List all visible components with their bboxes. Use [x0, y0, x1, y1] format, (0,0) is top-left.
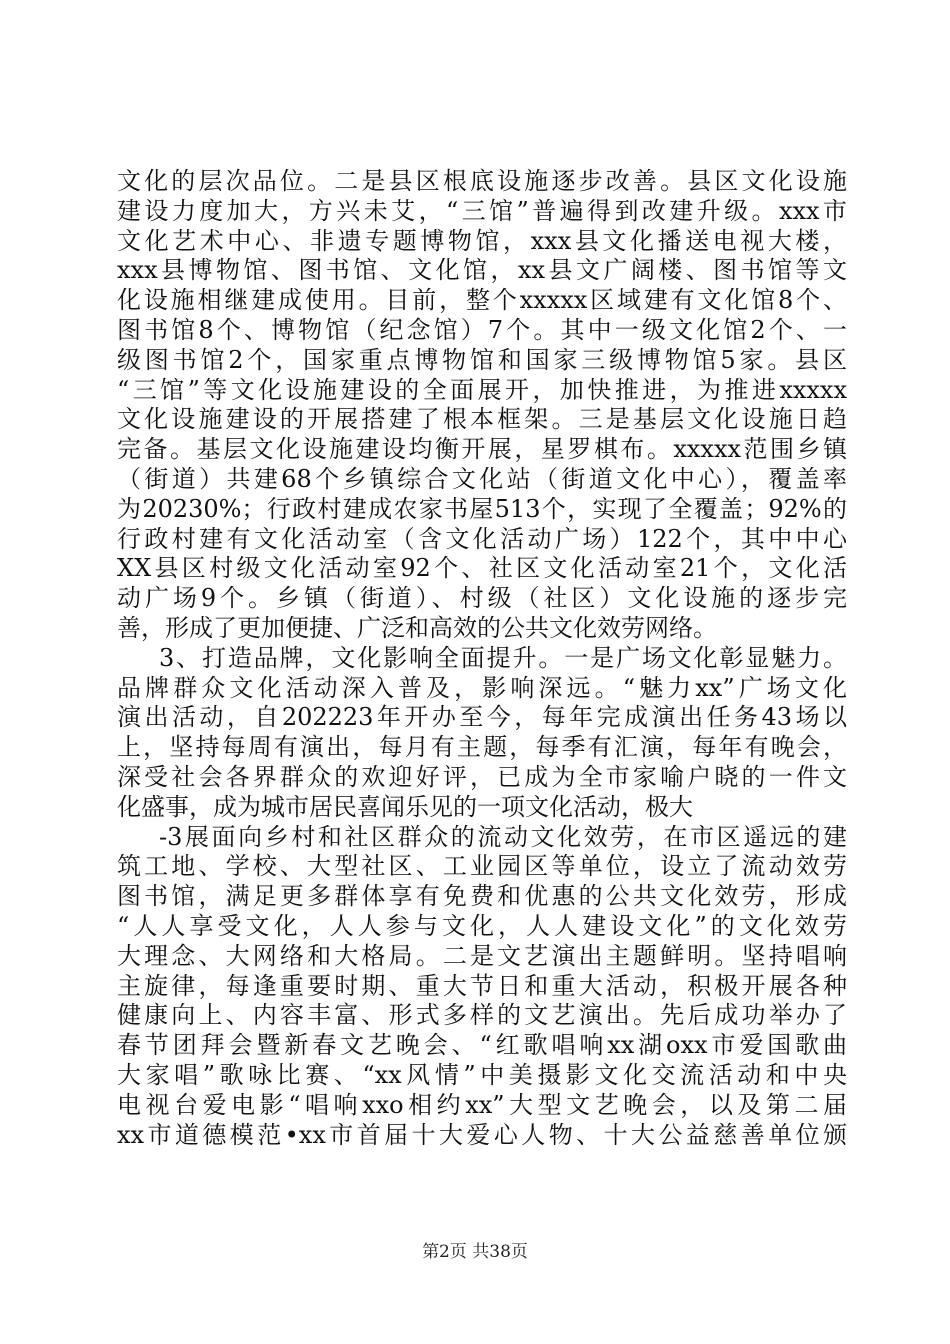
- text-line: 春节团拜会暨新春文艺晚会、“红歌唱响xx湖oxx市爱国歌曲: [117, 1031, 847, 1060]
- text-line: -3展面向乡村和社区群众的流动文化效劳，在市区遥远的建: [159, 822, 847, 851]
- text-line: 大理念、大网络和大格局。二是文艺演出主题鲜明。坚持唱响: [117, 941, 847, 970]
- text-line: 为20230%；行政村建成农家书屋513个，实现了全覆盖；92%的: [117, 494, 847, 523]
- text-line: 3、打造品牌，文化影响全面提升。一是广场文化彰显魅力。: [159, 643, 847, 672]
- text-line: 善，形成了更加便捷、广泛和高效的公共文化效劳网络。: [117, 613, 717, 642]
- text-line: 动广场9个。乡镇（街道）、村级（社区）文化设施的逐步完: [117, 584, 847, 613]
- text-line: 化设施相继建成使用。目前，整个xxxxx区域建有文化馆8个、: [117, 286, 847, 315]
- text-line: “三馆”等文化设施建设的全面展开，加快推进，为推进xxxxx: [117, 375, 847, 404]
- text-line: 级图书馆2个，国家重点博物馆和国家三级博物馆5家。县区: [117, 345, 847, 374]
- text-line: xxx县博物馆、图书馆、文化馆，xx县文广阔楼、图书馆等文: [117, 256, 847, 285]
- text-line: 筑工地、学校、大型社区、工业园区等单位，设立了流动效劳: [117, 852, 847, 881]
- text-line: 电视台爱电影“唱响xxo相约xx”大型文艺晚会，以及第二届: [117, 1090, 847, 1119]
- document-body: [117, 167, 847, 1150]
- text-line: 品牌群众文化活动深入普及，影响深远。“魅力xx”广场文化: [117, 673, 847, 702]
- text-line: xx市道德模范•xx市首届十大爱心人物、十大公益慈善单位颁: [117, 1120, 847, 1149]
- text-line: 主旋律，每逢重要时期、重大节日和重大活动，积极开展各种: [117, 971, 847, 1000]
- text-line: 深受社会各界群众的欢迎好评，已成为全市家喻户晓的一件文: [117, 762, 847, 791]
- text-line: 建设力度加大，方兴未艾，“三馆”普遍得到改建升级。xxx市: [117, 196, 847, 225]
- text-line: XX县区村级文化活动室92个、社区文化活动室21个，文化活: [117, 554, 847, 583]
- text-line: 图书馆8个、博物馆（纪念馆）7个。其中一级文化馆2个、一: [117, 315, 847, 344]
- text-line: 完备。基层文化设施建设均衡开展，星罗棋布。xxxxx范围乡镇: [117, 435, 847, 464]
- text-line: （街道）共建68个乡镇综合文化站（街道文化中心），覆盖率: [117, 464, 847, 493]
- text-line: 大家唱”歌咏比赛、“xx风情”中美摄影文化交流活动和中央: [117, 1060, 847, 1089]
- text-line: “人人享受文化，人人参与文化，人人建设文化”的文化效劳: [117, 911, 847, 940]
- text-line: 上，坚持每周有演出，每月有主题，每季有汇演，每年有晚会，: [117, 733, 847, 762]
- text-line: 图书馆，满足更多群体享有免费和优惠的公共文化效劳，形成: [117, 882, 847, 911]
- text-line: 文化设施建设的开展搭建了根本框架。三是基层文化设施日趋: [117, 405, 847, 434]
- text-line: 文化艺术中心、非遗专题博物馆，xxx县文化播送电视大楼，: [117, 226, 847, 255]
- text-line: 演出活动，自202223年开办至今，每年完成演出任务43场以: [117, 703, 847, 732]
- page-number-footer: 第2页 共38页: [422, 1242, 528, 1262]
- text-line: 行政村建有文化活动室（含文化活动广场）122个，其中中心: [117, 524, 847, 553]
- text-line: 化盛事，成为城市居民喜闻乐见的一项文化活动，极大: [117, 792, 693, 821]
- text-line: 健康向上、内容丰富、形式多样的文艺演出。先后成功举办了: [117, 1001, 847, 1030]
- text-line: 文化的层次品位。二是县区根底设施逐步改善。县区文化设施: [117, 167, 847, 195]
